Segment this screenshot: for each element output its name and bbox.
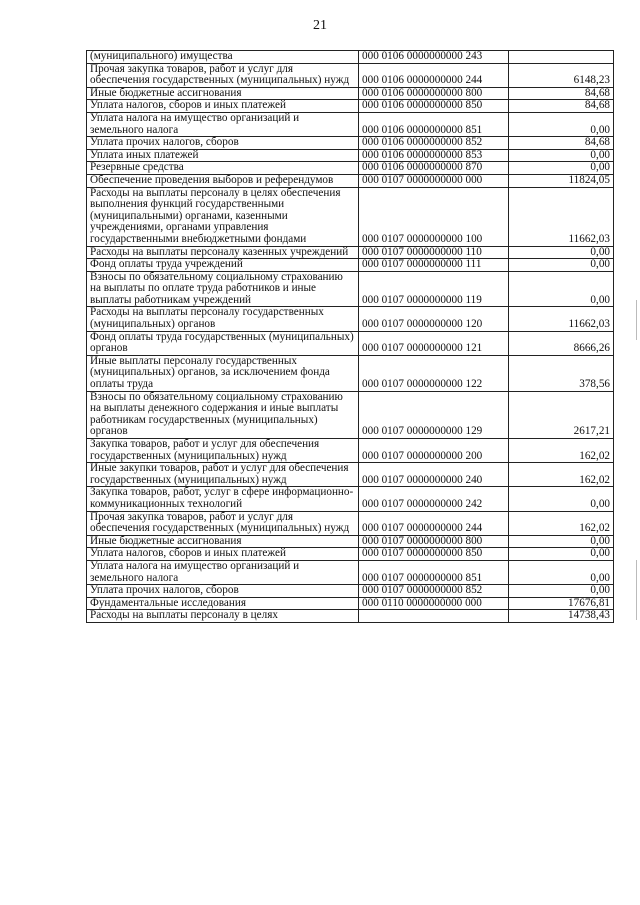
table-row <box>87 174 614 187</box>
row-name: (муниципального) имущества <box>87 51 359 64</box>
table-row <box>87 548 614 561</box>
row-name: Уплата налогов, сборов и иных платежей <box>87 548 359 561</box>
table-row <box>87 187 614 246</box>
row-name: Фонд оплаты труда учреждений <box>87 259 359 272</box>
row-amount: 0,00 <box>509 487 614 511</box>
row-code: 000 0107 0000000000 852 <box>359 585 509 598</box>
row-amount: 6148,23 <box>509 63 614 87</box>
row-code: 000 0107 0000000000 129 <box>359 391 509 438</box>
row-name: Уплата прочих налогов, сборов <box>87 137 359 150</box>
row-code: 000 0110 0000000000 000 <box>359 597 509 610</box>
row-amount: 162,02 <box>509 439 614 463</box>
row-amount: 14738,43 <box>509 610 614 623</box>
row-code: 000 0107 0000000000 100 <box>359 187 509 246</box>
table-row <box>87 307 614 331</box>
row-name: Иные выплаты персоналу государственных (муниципальных) органов, за исключением фонда оплаты труда <box>87 355 359 391</box>
row-amount: 162,02 <box>509 511 614 535</box>
row-amount: 84,68 <box>509 87 614 100</box>
row-amount: 84,68 <box>509 137 614 150</box>
budget-table <box>86 50 614 623</box>
row-name: Обеспечение проведения выборов и референдумов <box>87 174 359 187</box>
row-name: Иные закупки товаров, работ и услуг для обеспечения государственных (муниципальных) нужд <box>87 463 359 487</box>
row-code: 000 0107 0000000000 851 <box>359 560 509 584</box>
row-name: Закупка товаров, работ и услуг для обеспечения государственных (муниципальных) нужд <box>87 439 359 463</box>
row-amount: 0,00 <box>509 535 614 548</box>
table-row <box>87 439 614 463</box>
row-amount: 2617,21 <box>509 391 614 438</box>
row-amount: 0,00 <box>509 112 614 136</box>
row-name: Расходы на выплаты персоналу в целях обеспечения выполнения функций государственными (муниципальными) органами, казенными учреждениями, органами управления государственными внебюджетными фондами <box>87 187 359 246</box>
row-name: Взносы по обязательному социальному страхованию на выплаты по оплате труда работников и иные выплаты работникам учреждений <box>87 271 359 307</box>
row-name: Расходы на выплаты персоналу казенных учреждений <box>87 246 359 259</box>
scan-edge-mark <box>636 560 637 620</box>
table-row <box>87 137 614 150</box>
table-row <box>87 560 614 584</box>
table-row <box>87 331 614 355</box>
row-name: Фундаментальные исследования <box>87 597 359 610</box>
row-code: 000 0107 0000000000 850 <box>359 548 509 561</box>
row-amount: 8666,26 <box>509 331 614 355</box>
row-name: Иные бюджетные ассигнования <box>87 87 359 100</box>
row-name: Уплата налогов, сборов и иных платежей <box>87 100 359 113</box>
row-amount: 0,00 <box>509 585 614 598</box>
row-name: Иные бюджетные ассигнования <box>87 535 359 548</box>
table-row <box>87 487 614 511</box>
row-amount: 0,00 <box>509 246 614 259</box>
row-code: 000 0106 0000000000 853 <box>359 149 509 162</box>
table-row <box>87 162 614 175</box>
row-name: Уплата прочих налогов, сборов <box>87 585 359 598</box>
row-code: 000 0107 0000000000 800 <box>359 535 509 548</box>
row-code: 000 0106 0000000000 850 <box>359 100 509 113</box>
row-amount: 0,00 <box>509 162 614 175</box>
row-code: 000 0106 0000000000 852 <box>359 137 509 150</box>
row-code: 000 0107 0000000000 111 <box>359 259 509 272</box>
row-code: 000 0106 0000000000 244 <box>359 63 509 87</box>
table-row <box>87 391 614 438</box>
row-name: Резервные средства <box>87 162 359 175</box>
row-amount: 11824,05 <box>509 174 614 187</box>
row-code: 000 0107 0000000000 200 <box>359 439 509 463</box>
row-amount: 0,00 <box>509 560 614 584</box>
row-name: Взносы по обязательному социальному страхованию на выплаты денежного содержания и иные выплаты работникам государственных (муниципальных) органов <box>87 391 359 438</box>
row-amount: 17676,81 <box>509 597 614 610</box>
scan-edge-mark <box>636 300 637 340</box>
row-amount: 378,56 <box>509 355 614 391</box>
row-code: 000 0107 0000000000 240 <box>359 463 509 487</box>
table-row <box>87 610 614 623</box>
row-code: 000 0106 0000000000 851 <box>359 112 509 136</box>
page-number: 21 <box>313 18 327 33</box>
row-amount: 84,68 <box>509 100 614 113</box>
row-amount: 0,00 <box>509 271 614 307</box>
table-row <box>87 271 614 307</box>
row-code: 000 0106 0000000000 800 <box>359 87 509 100</box>
row-name: Расходы на выплаты персоналу в целях <box>87 610 359 623</box>
row-code: 000 0107 0000000000 122 <box>359 355 509 391</box>
row-code <box>359 610 509 623</box>
table-row <box>87 597 614 610</box>
row-code: 000 0107 0000000000 120 <box>359 307 509 331</box>
table-row <box>87 87 614 100</box>
row-amount: 0,00 <box>509 149 614 162</box>
row-code: 000 0106 0000000000 243 <box>359 51 509 64</box>
row-name: Уплата иных платежей <box>87 149 359 162</box>
table-row <box>87 511 614 535</box>
row-amount: 11662,03 <box>509 307 614 331</box>
table-row <box>87 535 614 548</box>
table-row <box>87 463 614 487</box>
table-row <box>87 149 614 162</box>
row-code: 000 0106 0000000000 870 <box>359 162 509 175</box>
table-row <box>87 51 614 64</box>
row-name: Фонд оплаты труда государственных (муниципальных) органов <box>87 331 359 355</box>
row-amount: 0,00 <box>509 259 614 272</box>
table-row <box>87 355 614 391</box>
table-row <box>87 259 614 272</box>
row-name: Закупка товаров, работ, услуг в сфере информационно-коммуникационных технологий <box>87 487 359 511</box>
row-name: Уплата налога на имущество организаций и земельного налога <box>87 112 359 136</box>
row-code: 000 0107 0000000000 110 <box>359 246 509 259</box>
table-row <box>87 100 614 113</box>
row-code: 000 0107 0000000000 121 <box>359 331 509 355</box>
row-amount: 162,02 <box>509 463 614 487</box>
table-row <box>87 63 614 87</box>
row-code: 000 0107 0000000000 242 <box>359 487 509 511</box>
row-name: Прочая закупка товаров, работ и услуг для обеспечения государственных (муниципальных) нужд <box>87 511 359 535</box>
row-amount: 0,00 <box>509 548 614 561</box>
row-code: 000 0107 0000000000 000 <box>359 174 509 187</box>
row-name: Расходы на выплаты персоналу государственных (муниципальных) органов <box>87 307 359 331</box>
row-code: 000 0107 0000000000 119 <box>359 271 509 307</box>
table-row <box>87 246 614 259</box>
row-code: 000 0107 0000000000 244 <box>359 511 509 535</box>
row-amount: 11662,03 <box>509 187 614 246</box>
budget-table-body <box>87 51 614 623</box>
table-row <box>87 585 614 598</box>
row-name: Прочая закупка товаров, работ и услуг для обеспечения государственных (муниципальных) нужд <box>87 63 359 87</box>
table-row <box>87 112 614 136</box>
row-amount <box>509 51 614 64</box>
row-name: Уплата налога на имущество организаций и земельного налога <box>87 560 359 584</box>
